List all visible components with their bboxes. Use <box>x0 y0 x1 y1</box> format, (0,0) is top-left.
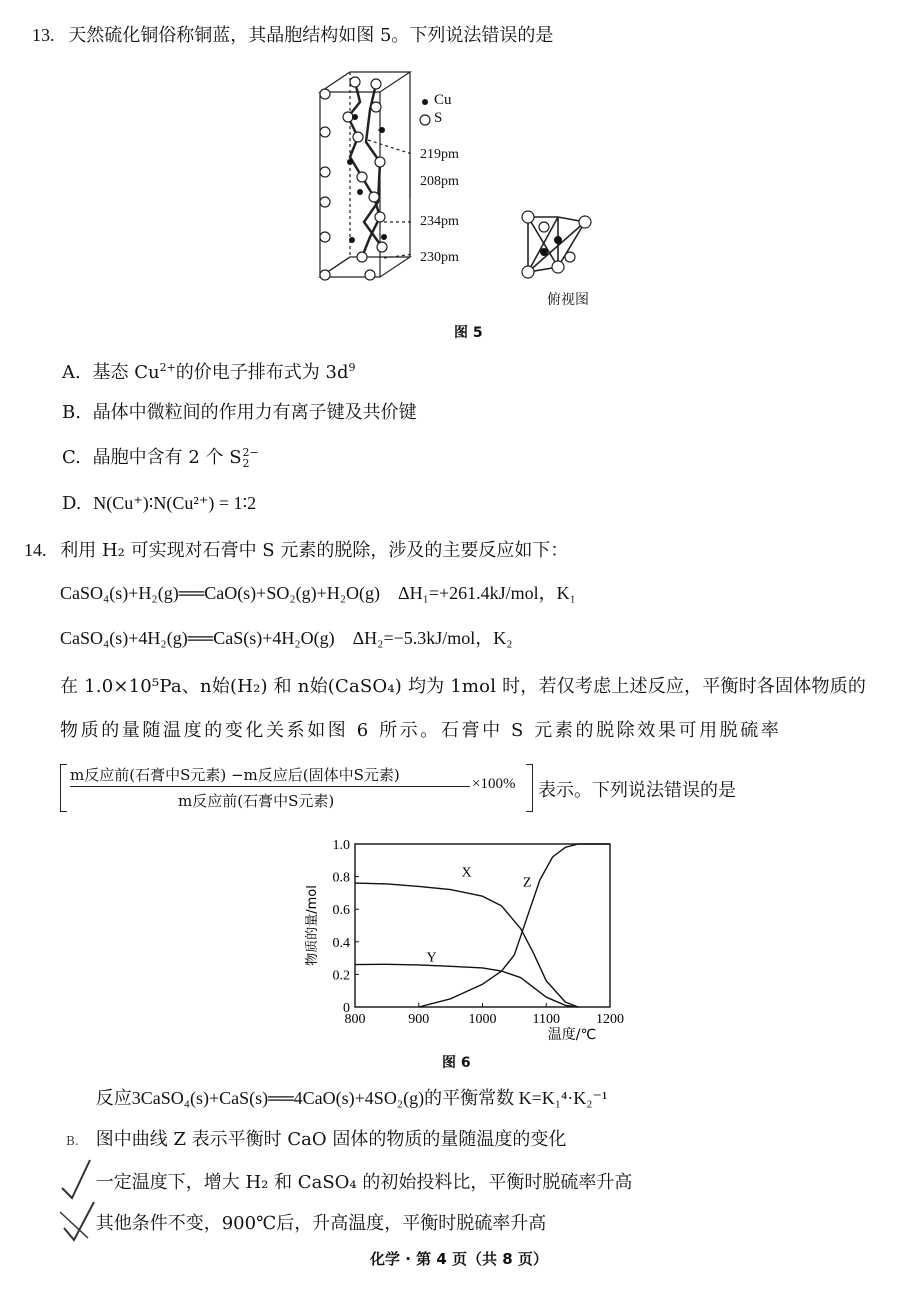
top-view-label: 俯视图 <box>547 292 589 308</box>
q13-option-d: D. N(Cu⁺)∶N(Cu²⁺) = 1∶2 <box>62 493 257 514</box>
y-tick-label: 0.2 <box>332 968 350 984</box>
x-tick-label: 1200 <box>596 1012 624 1027</box>
formula-numerator: m反应前(石膏中S元素) −m反应后(固体中S元素) <box>70 766 400 784</box>
legend-cu-label: Cu <box>434 92 452 108</box>
x-tick-label: 800 <box>344 1012 366 1027</box>
x-tick-label: 900 <box>408 1012 430 1027</box>
series-line-z <box>419 844 610 1007</box>
handwritten-check-marks <box>50 1150 110 1250</box>
y-tick-label: 0.8 <box>332 870 350 886</box>
q14-stem-line <box>24 537 568 564</box>
page-footer: 化学 · 第 4 页（共 8 页） <box>370 1250 548 1268</box>
figure-5-caption: 图 5 <box>454 325 483 341</box>
y-tick-label: 0 <box>343 1001 350 1016</box>
dist-219-label: 219pm <box>420 147 459 162</box>
q14-option-a: 反应3CaSO₄(s)+CaS(s)══4CaO(s)+4SO₂(g)的平衡常数 K=K₁⁴·K₂⁻¹ <box>95 1088 608 1108</box>
y-tick-label: 0.6 <box>332 903 350 919</box>
x-axis-label: 温度/℃ <box>547 1027 597 1042</box>
crystal-cell-figure <box>300 62 650 312</box>
y-tick-label: 1.0 <box>332 838 350 853</box>
q14-option-b: B. 图中曲线 Z 表示平衡时 CaO 固体的物质的量随温度的变化 <box>66 1129 567 1150</box>
q14-paragraph-2: 物质的量随温度的变化关系如图 6 所示。石膏中 S 元素的脱除效果可用脱硫率 <box>60 720 782 741</box>
dist-234-label: 234pm <box>420 214 459 229</box>
dist-230-label: 230pm <box>420 250 459 265</box>
formula-denominator: m反应前(石膏中S元素) <box>178 792 335 810</box>
series-label-z: Z <box>522 875 532 891</box>
q14-reaction-2: CaSO₄(s)+4H₂(g)══CaS(s)+4H₂O(g) ΔH₂=−5.3kJ/mol，K₂ <box>60 628 513 648</box>
q13-option-b: B. 晶体中微粒间的作用力有离子键及共价键 <box>62 402 417 423</box>
q13-stem: 天然硫化铜俗称铜蓝，其晶胞结构如图 5。下列说法错误的是 <box>68 25 554 46</box>
q13-option-a: A. 基态 $Cu^{2+}$的价电子排布式为 $3d^9$ <box>62 361 356 383</box>
legend-s-label: S <box>434 110 443 126</box>
formula-factor: ×100% <box>472 776 516 792</box>
q14-option-c: 一定温度下，增大 H₂ 和 CaSO₄ 的初始投料比，平衡时脱硫率升高 <box>95 1172 633 1193</box>
series-label-x: X <box>461 865 472 881</box>
figure-6-caption: 图 6 <box>442 1055 471 1071</box>
q14-stem: 利用 H₂ 可实现对石膏中 S 元素的脱除，涉及的主要反应如下： <box>60 540 569 561</box>
fraction-bar <box>70 786 470 787</box>
q13-stem-line <box>32 22 553 49</box>
q13-number: 13. <box>32 25 55 45</box>
q14-option-d: 其他条件不变，900℃后，升高温度，平衡时脱硫率升高 <box>95 1213 547 1234</box>
y-tick-label: 0.4 <box>332 935 350 951</box>
x-tick-label: 1000 <box>468 1012 497 1027</box>
q13-option-c: C. 晶胞中含有 2 个 S 2− 2 <box>62 446 259 470</box>
q14-reaction-1: CaSO₄(s)+H₂(g)══CaO(s)+SO₂(g)+H₂O(g) ΔH₁=+261.4kJ/mol，K₁ <box>60 583 576 603</box>
desulfurization-formula <box>60 760 760 816</box>
figure-6-chart <box>290 832 630 1042</box>
y-axis-label: 物质的量/mol <box>305 885 320 966</box>
bracket-right <box>526 764 533 812</box>
x-tick-label: 1100 <box>532 1012 560 1027</box>
q14-number: 14. <box>24 540 47 560</box>
series-line-y <box>355 964 578 1007</box>
series-line-x <box>355 883 578 1007</box>
plot-frame <box>355 844 610 1007</box>
bracket-left <box>60 764 67 812</box>
series-label-y: Y <box>426 950 437 966</box>
q14-paragraph-1: 在 1.0×10⁵Pa、n始(H₂) 和 n始(CaSO₄) 均为 1mol 时，若仅考虑上述反应，平衡时各固体物质的 <box>60 676 867 697</box>
formula-tail: 表示。下列说法错误的是 <box>538 780 736 801</box>
dist-208-label: 208pm <box>420 174 459 189</box>
